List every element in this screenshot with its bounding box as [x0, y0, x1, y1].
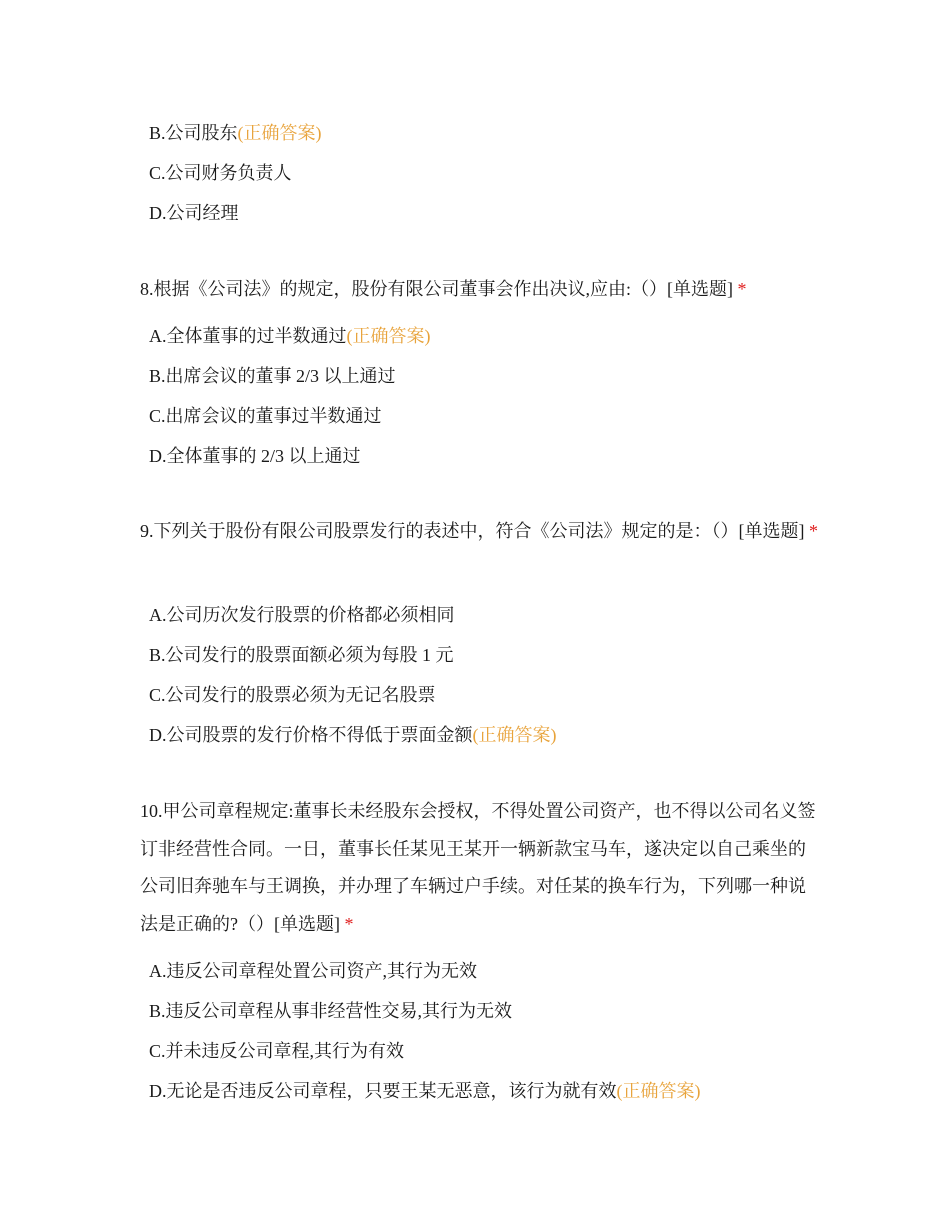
option-8c: C.出席会议的董事过半数通过	[149, 406, 382, 426]
option-9c: C.公司发行的股票必须为无记名股票	[149, 685, 436, 705]
question-7-options	[149, 113, 849, 233]
question-9-stem: 9.下列关于股份有限公司股票发行的表述中，符合《公司法》规定的是：（）[单选题] *	[140, 521, 818, 541]
question-10-options	[149, 951, 849, 1111]
option-9b: B.公司发行的股票面额必须为每股 1 元	[149, 645, 454, 665]
correct-answer-label: (正确答案)	[616, 1081, 701, 1101]
question-10-stem: 10.甲公司章程规定:董事长未经股东会授权，不得处置公司资产，也不得以公司名义签订非经营性合同。一日，董事长任某见王某开一辆新款宝马车，遂决定以自己乘坐的公司旧奔驰车与王调换，并办理了车辆过户手续。对任某的换车行为，下列哪一种说法是正确的?（）[单选题] *	[140, 801, 816, 934]
required-mark: *	[737, 279, 747, 299]
option-8d: D.全体董事的 2/3 以上通过	[149, 446, 361, 466]
option-7b: B.公司股东(正确答案)	[149, 123, 322, 143]
option-9d: D.公司股票的发行价格不得低于票面金额(正确答案)	[149, 725, 557, 745]
option-7c: C.公司财务负责人	[149, 163, 292, 183]
option-9a: A.公司历次发行股票的价格都必须相同	[149, 605, 455, 625]
option-10a: A.违反公司章程处置公司资产,其行为无效	[149, 961, 477, 981]
option-10b: B.违反公司章程从事非经营性交易,其行为无效	[149, 1001, 513, 1021]
required-mark: *	[809, 521, 818, 541]
question-9-options	[149, 595, 849, 755]
option-8b: B.出席会议的董事 2/3 以上通过	[149, 366, 396, 386]
required-mark: *	[344, 913, 354, 934]
question-8-stem: 8.根据《公司法》的规定，股份有限公司董事会作出决议,应由:（）[单选题] *	[140, 279, 747, 299]
correct-answer-label: (正确答案)	[237, 123, 322, 143]
option-10c: C.并未违反公司章程,其行为有效	[149, 1041, 405, 1061]
option-7d: D.公司经理	[149, 203, 239, 223]
correct-answer-label: (正确答案)	[472, 725, 557, 745]
correct-answer-label: (正确答案)	[346, 326, 431, 346]
option-8a: A.全体董事的过半数通过(正确答案)	[149, 326, 431, 346]
option-10d: D.无论是否违反公司章程，只要王某无恶意，该行为就有效(正确答案)	[149, 1081, 701, 1101]
question-8-options	[149, 316, 849, 476]
